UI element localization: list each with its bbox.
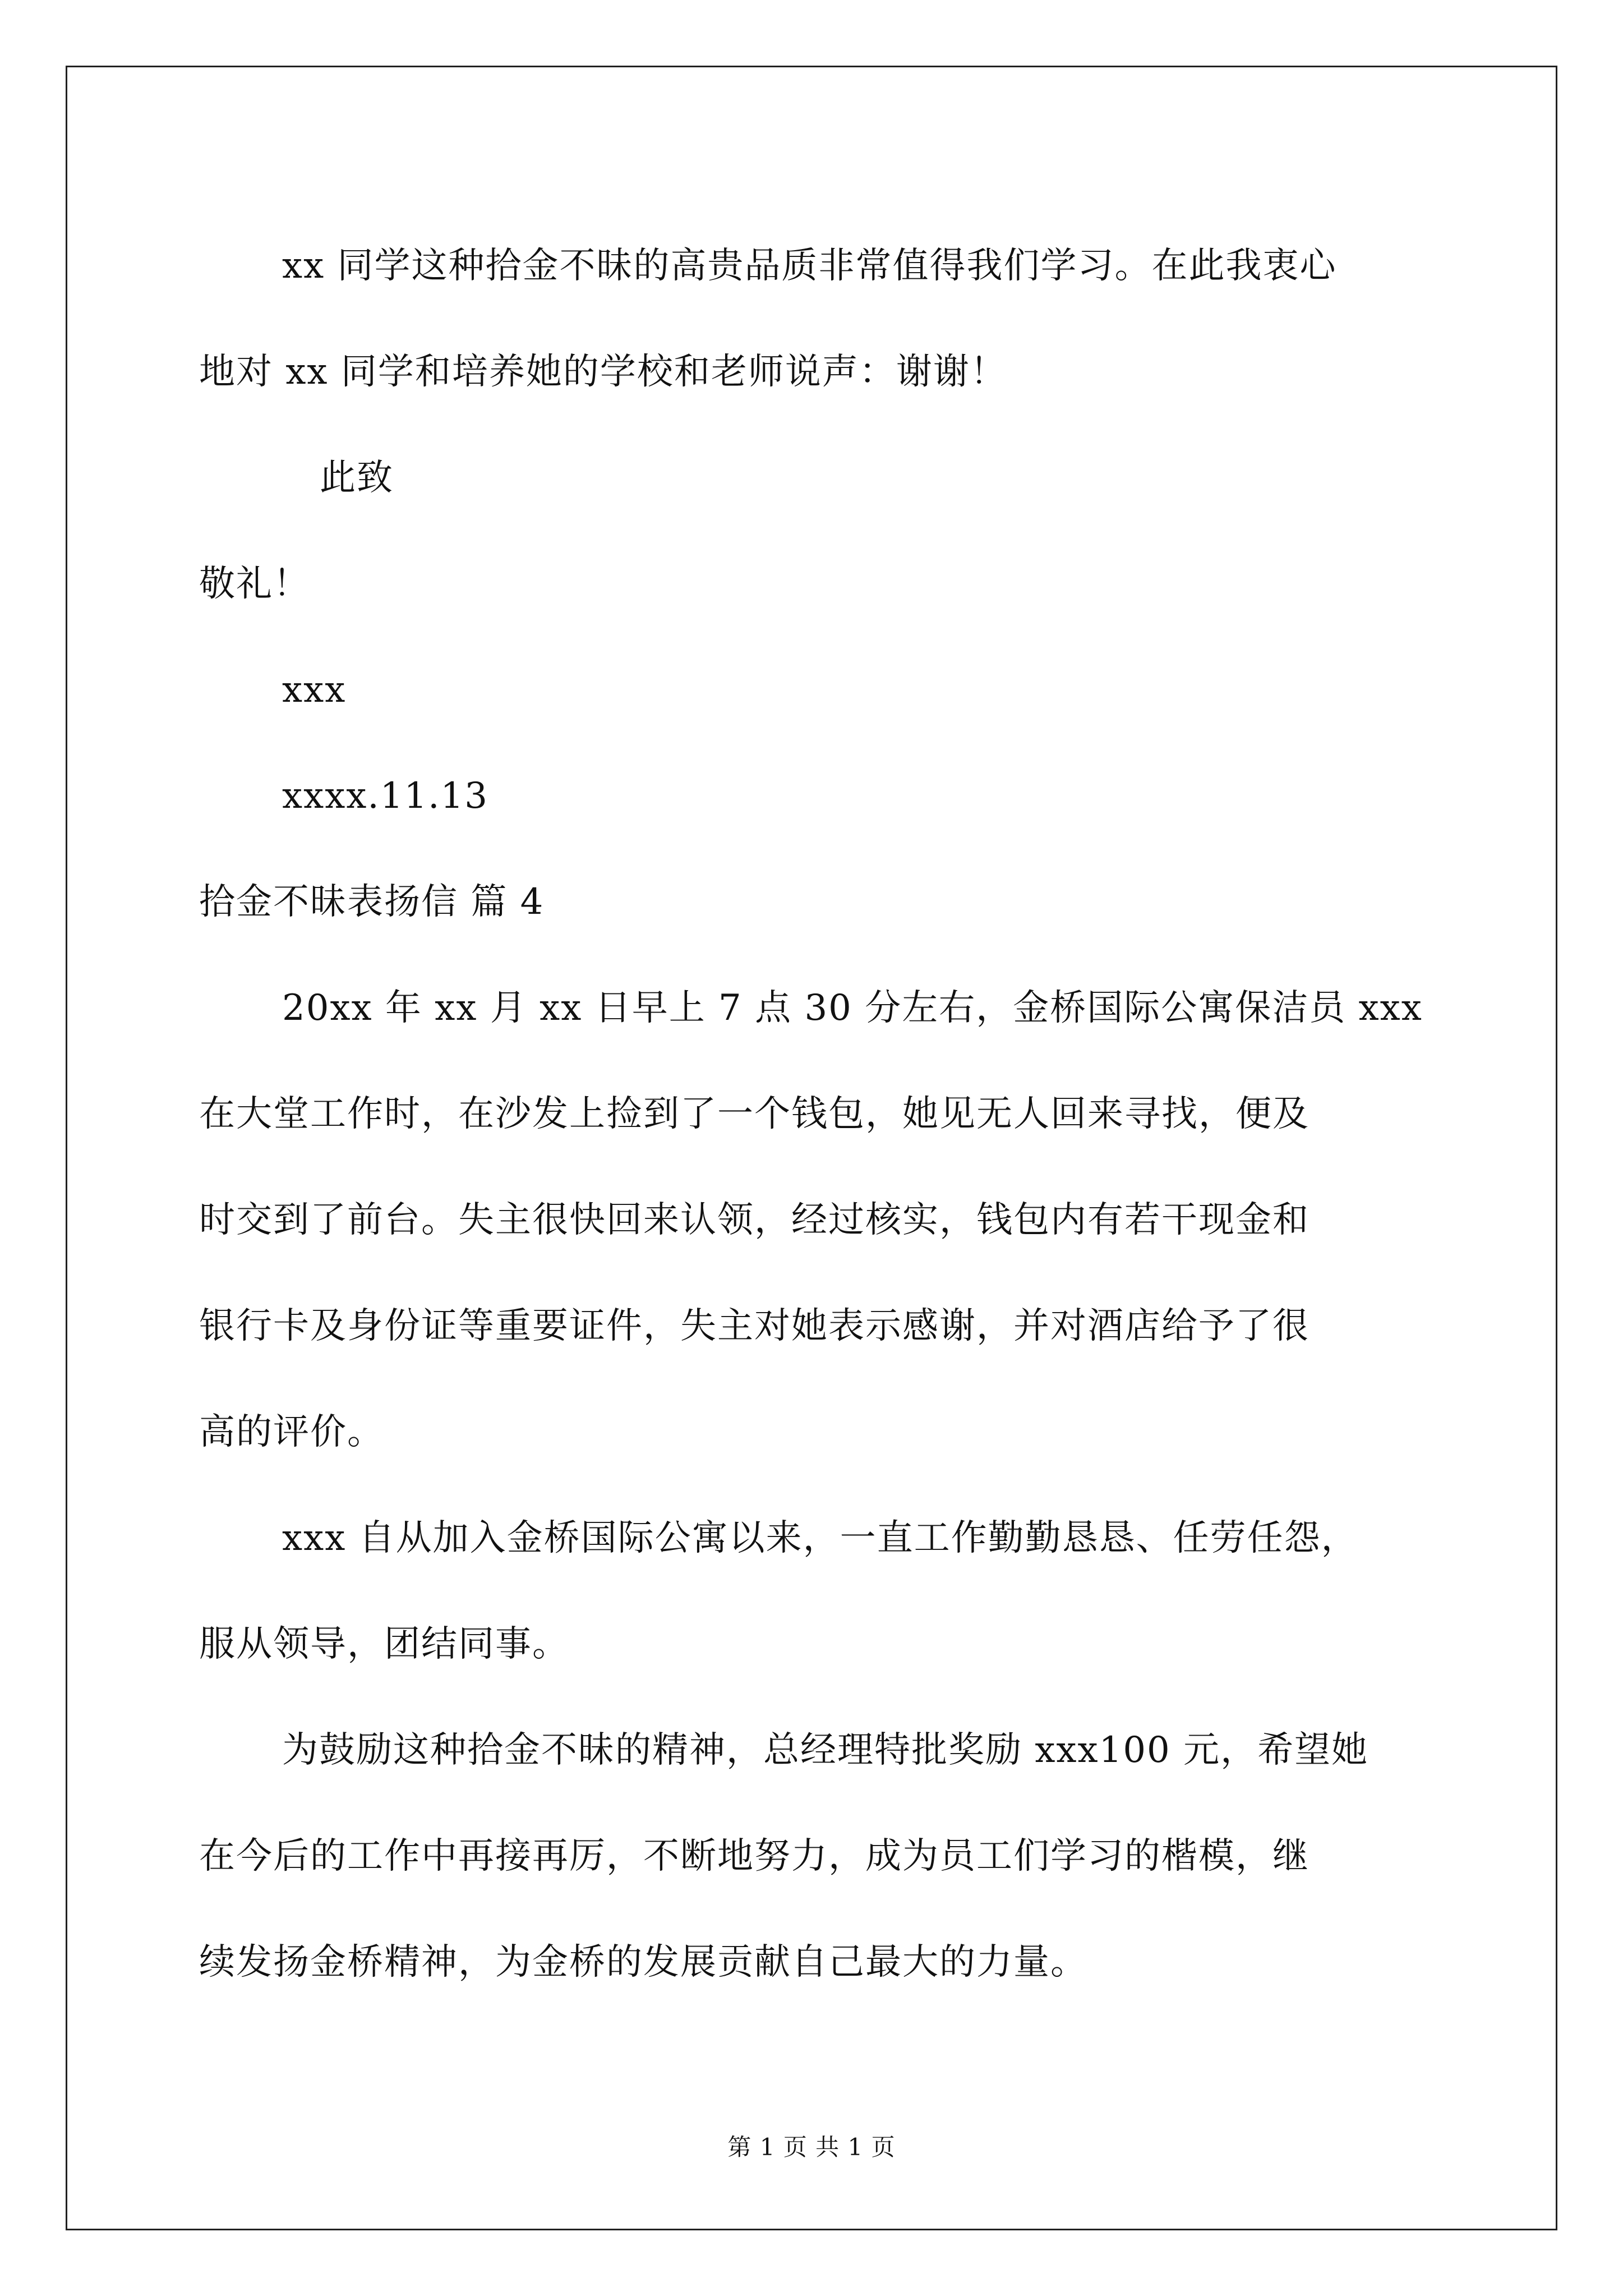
letter-body [199,213,1489,2016]
page-footer: 第 1 页 共 1 页 [727,2133,896,2161]
body-line: xxx 自从加入金桥国际公寓以来，一直工作勤勤恳恳、任劳任怨， [282,1517,1358,1559]
salutation-regards: 敬礼！ [199,563,310,605]
body-line: 20xx 年 xx 月 xx 日早上 7 点 30 分左右，金桥国际公寓保洁员 xxx [282,987,1423,1029]
salutation-closing: 此致 [320,457,394,499]
signature-date: xxxx.11.13 [282,775,488,817]
body-line: 时交到了前台。失主很快回来认领，经过核实，钱包内有若干现金和 [199,1199,1310,1241]
body-line: 地对 xx 同学和培养她的学校和老师说声：谢谢！ [199,351,1007,393]
body-line: 为鼓励这种拾金不昧的精神，总经理特批奖励 xxx100 元，希望她 [282,1729,1369,1771]
body-line: 服从领导，团结同事。 [199,1623,569,1665]
body-line: xx 同学这种拾金不昧的高贵品质非常值得我们学习。在此我衷心 [282,245,1337,287]
body-line: 续发扬金桥精神，为金桥的发展贡献自己最大的力量。 [199,1941,1087,1983]
body-line: 银行卡及身份证等重要证件，失主对她表示感谢，并对酒店给予了很 [199,1305,1310,1347]
body-line: 高的评价。 [199,1411,384,1453]
body-line: 在今后的工作中再接再厉，不断地努力，成为员工们学习的楷模，继 [199,1835,1310,1877]
section-heading: 拾金不昧表扬信 篇 4 [199,881,545,923]
signature-name: xxx [282,669,347,711]
body-line: 在大堂工作时，在沙发上捡到了一个钱包，她见无人回来寻找，便及 [199,1093,1310,1135]
